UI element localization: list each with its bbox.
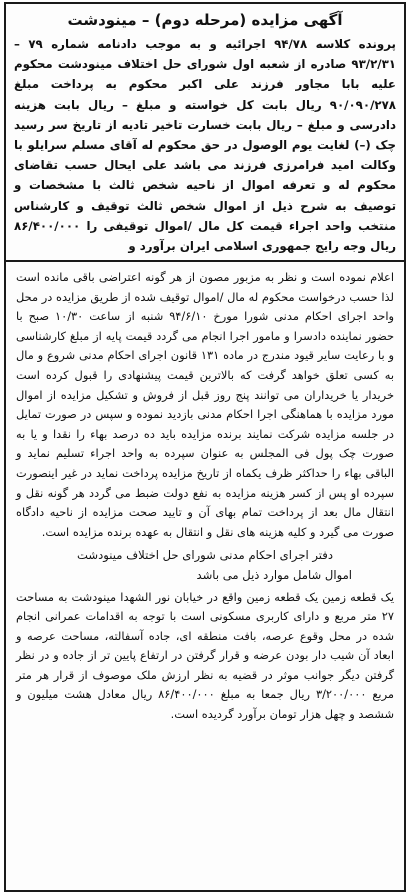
notice-main-paragraph: اعلام نموده است و نظر به مزبور مصون از هر گونه اعتراضی باقی مانده است لذا حسب درخواست محکوم له مال /اموال توقیف شده از طریق مزایده در محل واحد اجرای احکام مدنی شورا مورخ ۹۴/۶/۱۰ شنبه از ساعت ۱۰/۳۰ صبح با حضور نماینده دادسرا و مامور اجرا انجام می گردد قیمت پایه از مبلغ کارشناسی و با رعایت سایر قیود مندرج در ماده ۱۳۱ قانون اجرای احکام مدنی شروع و مال به کسی تعلق خواهد گرفت که بالاترین قیمت پیشنهادی را قبول کرده است خریدار یا خریداران می توانند پنج روز قبل از فروش و تشکیل مزایده از اموال مورد مزایده با هماهنگی اجرا احکام مدنی بازدید نموده و سپس در صورت تمایل در جلسه مزایده شرکت نمایند برنده مزایده باید ده درصد بهاء را نقدا و یا به صورت چک پول فی المجلس به عنوان سپرده به واحد اجراء تسلیم نماید و الباقی بهاء را حداکثر ظرف یکماه از تاریخ مزایده پرداخت نماید در غیر اینصورت سپرده او پس از کسر هزینه مزایده به نفع دولت ضبط می گردد هر گونه نقل و انتقال مال بعد از پرداخت تمام بهای آن و تایید صحت مزایده از ناحیه دادگاه صورت می گیرد و کلیه هزینه های نقل و انتقال به عهده برنده مزایده است. [16, 270, 394, 539]
notice-property-paragraph: یک قطعه زمین یک قطعه زمین واقع در خیابان نور الشهدا مینودشت به مساحت ۲۷ متر مربع و دارای کاربری مسکونی است با توجه به اقدامات عمرانی انجام شده در محل وقوع عرصه، بافت منطقه ای، جاده آسفالته، مساحت عرصه و ابعاد آن شیب دار بودن عرضه و قرار گرفتن در ارتفاع پایین تر از جاده و در نظر گرفتن دیگر جوانب موثر در قضیه به نظر ارزش ملک موصوف از قرار هر متر مربع ۳/۲۰۰/۰۰۰ ریال جمعا به مبلغ ۸۶/۴۰۰/۰۰۰ ریال معادل هشت میلیون و ششصد و چهل هزار تومان برآورد گردیده است. [16, 589, 394, 722]
notice-header-box [4, 2, 406, 264]
notice-signature: دفتر اجرای احکام مدنی شورای حل اختلاف مینودشت [77, 548, 333, 563]
notice-intro-paragraph: پرونده کلاسه ۹۴/۷۸ اجرائیه و به موجب دادنامه شماره ۷۹ – ۹۳/۲/۳۱ صادره از شعبه اول شورای حل اختلاف مینودشت محکوم علیه بابا مجاور فرزند علی اکبر محکوم به پرداخت مبلغ ۹۰/۰۹۰/۲۷۸ ریال بابت کل خواسته و مبلغ – ریال بابت هزینه دادرسی و مبلغ – ریال بابت خسارت تاخیر تادیه از تاریخ سر رسید چک (–) لغایت یوم الوصول در حق محکوم له آقای مسلم سرایلو با وکالت امید فرامرزی فرزند می باشد علی ایحال حسب تقاضای محکوم له و تعرفه اموال از ناحیه شخص ثالث با مشخصات و توصیف به شرح ذیل از اموال شخص ثالث توقیف و کارشناس منتخب واحد اجراء قیمت کل مال /اموال توقیفی را ۸۶/۴۰۰/۰۰۰ ریال وجه رایج جمهوری اسلامی ایران برآورد و [14, 37, 396, 254]
notice-body-box [4, 260, 406, 892]
notice-title: آگهی مزایده (مرحله دوم) – مینودشت [67, 11, 343, 29]
notice-property-heading: اموال شامل موارد ذیل می باشد [196, 567, 352, 582]
